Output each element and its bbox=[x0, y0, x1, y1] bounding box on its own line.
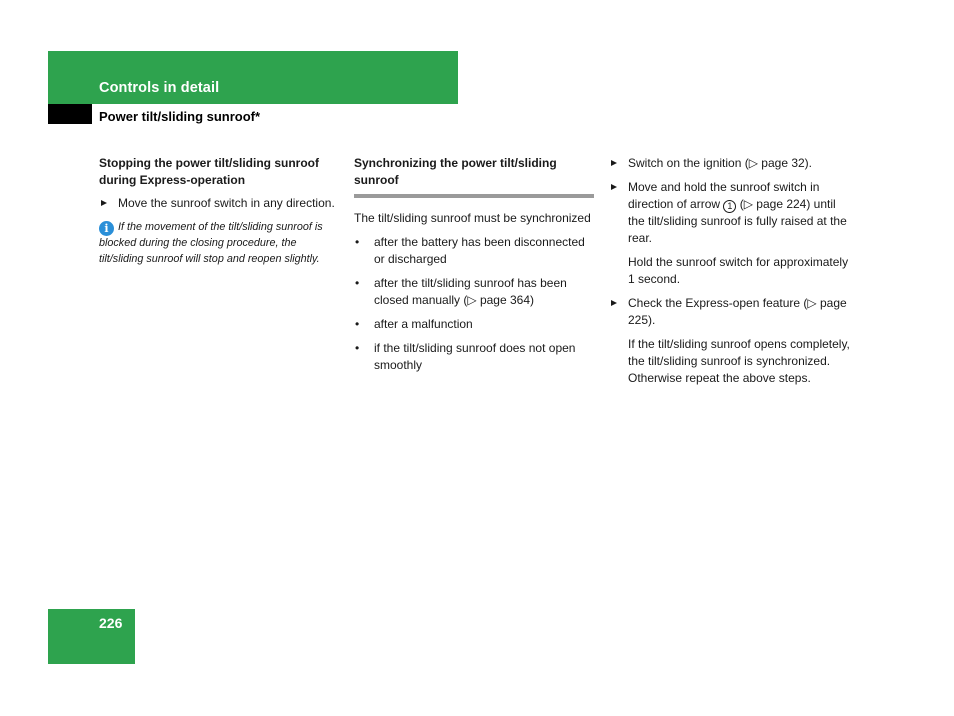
section-tab-marker bbox=[48, 104, 92, 124]
step-note: If the tilt/sliding sunroof opens completely, the tilt/sliding sunroof is synchronized. Otherwise repeat the above steps. bbox=[628, 337, 850, 385]
column-3 bbox=[609, 155, 854, 394]
step-text: Check the Express-open feature (▷ page 225). bbox=[628, 296, 847, 327]
instruction-step bbox=[609, 155, 854, 172]
list-item-text: if the tilt/sliding sunroof does not open smoothly bbox=[374, 341, 576, 372]
section-title: Controls in detail bbox=[99, 80, 220, 96]
list-item bbox=[354, 340, 594, 374]
list-item-text: after the tilt/sliding sunroof has been closed manually (▷ page 364) bbox=[374, 276, 567, 307]
step-text: Move and hold the sunroof switch in direction of arrow bbox=[628, 180, 820, 211]
info-note bbox=[99, 220, 339, 267]
page-number: 226 bbox=[99, 615, 123, 631]
info-text: If the movement of the tilt/sliding sunroof is blocked during the closing procedure, the tilt/sliding sunroof will stop and reopen slightly. bbox=[99, 221, 323, 265]
bullet-dot-icon: • bbox=[355, 341, 360, 355]
triangle-bullet-icon bbox=[101, 200, 107, 206]
heading-divider bbox=[354, 194, 594, 198]
instruction-step bbox=[99, 195, 339, 212]
bullet-dot-icon: • bbox=[355, 276, 360, 290]
triangle-bullet-icon bbox=[611, 160, 617, 166]
page-title: Power tilt/sliding sunroof* bbox=[99, 109, 261, 124]
bullet-dot-icon: • bbox=[355, 235, 360, 249]
triangle-bullet-icon bbox=[611, 300, 617, 306]
step-text: (▷ page 224) until the tilt/sliding sunroof is fully raised at the rear. bbox=[628, 197, 847, 245]
list-item-text: after the battery has been disconnected or discharged bbox=[374, 235, 585, 266]
bullet-dot-icon: • bbox=[355, 317, 360, 331]
list-item bbox=[354, 275, 594, 309]
step-text: Switch on the ignition (▷ page 32). bbox=[628, 156, 813, 170]
instruction-step bbox=[609, 179, 854, 247]
list-item bbox=[354, 234, 594, 268]
column-1 bbox=[99, 155, 339, 267]
intro-text: The tilt/sliding sunroof must be synchronized bbox=[354, 211, 591, 225]
stopping-heading: Stopping the power tilt/sliding sunroof during Express-operation bbox=[99, 156, 319, 187]
instruction-step bbox=[609, 295, 854, 329]
column-2 bbox=[354, 155, 594, 381]
triangle-bullet-icon bbox=[611, 184, 617, 190]
synchronizing-heading: Synchronizing the power tilt/sliding sunroof bbox=[354, 156, 557, 187]
step-text: Move the sunroof switch in any direction. bbox=[118, 196, 335, 210]
info-icon: i bbox=[99, 221, 114, 236]
list-item-text: after a malfunction bbox=[374, 317, 473, 331]
step-note: Hold the sunroof switch for approximately 1 second. bbox=[628, 255, 849, 286]
circled-number-marker: 1 bbox=[723, 200, 736, 213]
header-band bbox=[48, 51, 458, 104]
list-item bbox=[354, 316, 594, 333]
